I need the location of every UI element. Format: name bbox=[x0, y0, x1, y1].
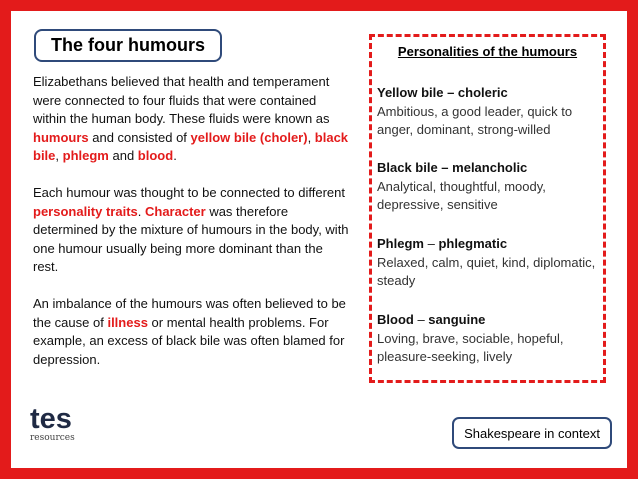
text-run: Each humour was thought to be connected to different bbox=[33, 185, 345, 200]
heading-dash: – bbox=[413, 312, 429, 327]
humour-traits: Relaxed, calm, quiet, kind, diplomatic, steady bbox=[377, 254, 596, 288]
text-run: and consisted of bbox=[88, 129, 191, 145]
humour-yellow-bile bbox=[377, 84, 602, 140]
tes-logo bbox=[30, 405, 90, 449]
logo-word: tes bbox=[30, 403, 72, 435]
keyword-blood: blood bbox=[137, 148, 174, 163]
humour-personalities-box bbox=[369, 34, 606, 383]
text-run: , bbox=[307, 129, 315, 145]
heading-part: Phlegm bbox=[377, 236, 424, 251]
humour-blood bbox=[377, 311, 602, 367]
keyword-black-bile: black bile bbox=[33, 129, 349, 163]
humour-traits: Loving, brave, sociable, hopeful, pleasure-seeking, lively bbox=[377, 330, 564, 364]
intro-paragraph-2 bbox=[33, 184, 351, 277]
heading-part: sanguine bbox=[428, 312, 486, 327]
humour-heading: Yellow bile – choleric bbox=[377, 85, 508, 100]
intro-text bbox=[33, 73, 351, 388]
keyword-character: Character bbox=[145, 203, 206, 219]
sidebar-title: Personalities of the humours bbox=[397, 44, 578, 59]
humour-heading bbox=[377, 235, 602, 254]
text-run: , bbox=[55, 148, 63, 163]
heading-part: phlegmatic bbox=[438, 236, 508, 251]
humour-heading bbox=[377, 311, 602, 330]
keyword-phlegm: phlegm bbox=[62, 148, 109, 163]
text-run: Elizabethans believed that health and temperament were connected to four fluids that were contained within the human body. These fluids were known as bbox=[33, 74, 330, 126]
heading-part: Blood bbox=[377, 312, 414, 327]
keyword-personality-traits: personality traits bbox=[33, 203, 138, 219]
heading-dash: – bbox=[423, 236, 439, 251]
humour-heading: Black bile – melancholic bbox=[377, 160, 528, 175]
text-run: and bbox=[108, 148, 138, 163]
footer-label bbox=[452, 417, 612, 449]
intro-paragraph-3 bbox=[33, 295, 351, 369]
slide-title bbox=[34, 29, 222, 62]
keyword-yellow-bile: yellow bile (choler) bbox=[190, 129, 308, 145]
text-run: An imbalance of the humours was often believed to be the cause of bbox=[33, 296, 346, 330]
keyword-illness: illness bbox=[107, 314, 148, 330]
footer-text: Shakespeare in context bbox=[464, 425, 600, 441]
humour-phlegm bbox=[377, 235, 602, 291]
humour-black-bile bbox=[377, 159, 602, 215]
text-run: . bbox=[173, 148, 177, 163]
text-run: . bbox=[137, 203, 145, 219]
intro-paragraph-1 bbox=[33, 73, 351, 166]
slide-title-text: The four humours bbox=[51, 35, 205, 55]
logo-subtext: resources bbox=[30, 433, 75, 443]
text-run: was therefore determined by the mixture of humours in the body, with one humour usually being more dominant than the rest. bbox=[33, 203, 349, 274]
text-run: or mental health problems. For example, an excess of black bile was often blamed for depression. bbox=[33, 314, 345, 367]
humour-traits: Analytical, thoughtful, moody, depressive, sensitive bbox=[377, 178, 546, 212]
humour-traits: Ambitious, a good leader, quick to anger, dominant, strong-willed bbox=[377, 103, 573, 137]
keyword-humours: humours bbox=[33, 129, 89, 145]
